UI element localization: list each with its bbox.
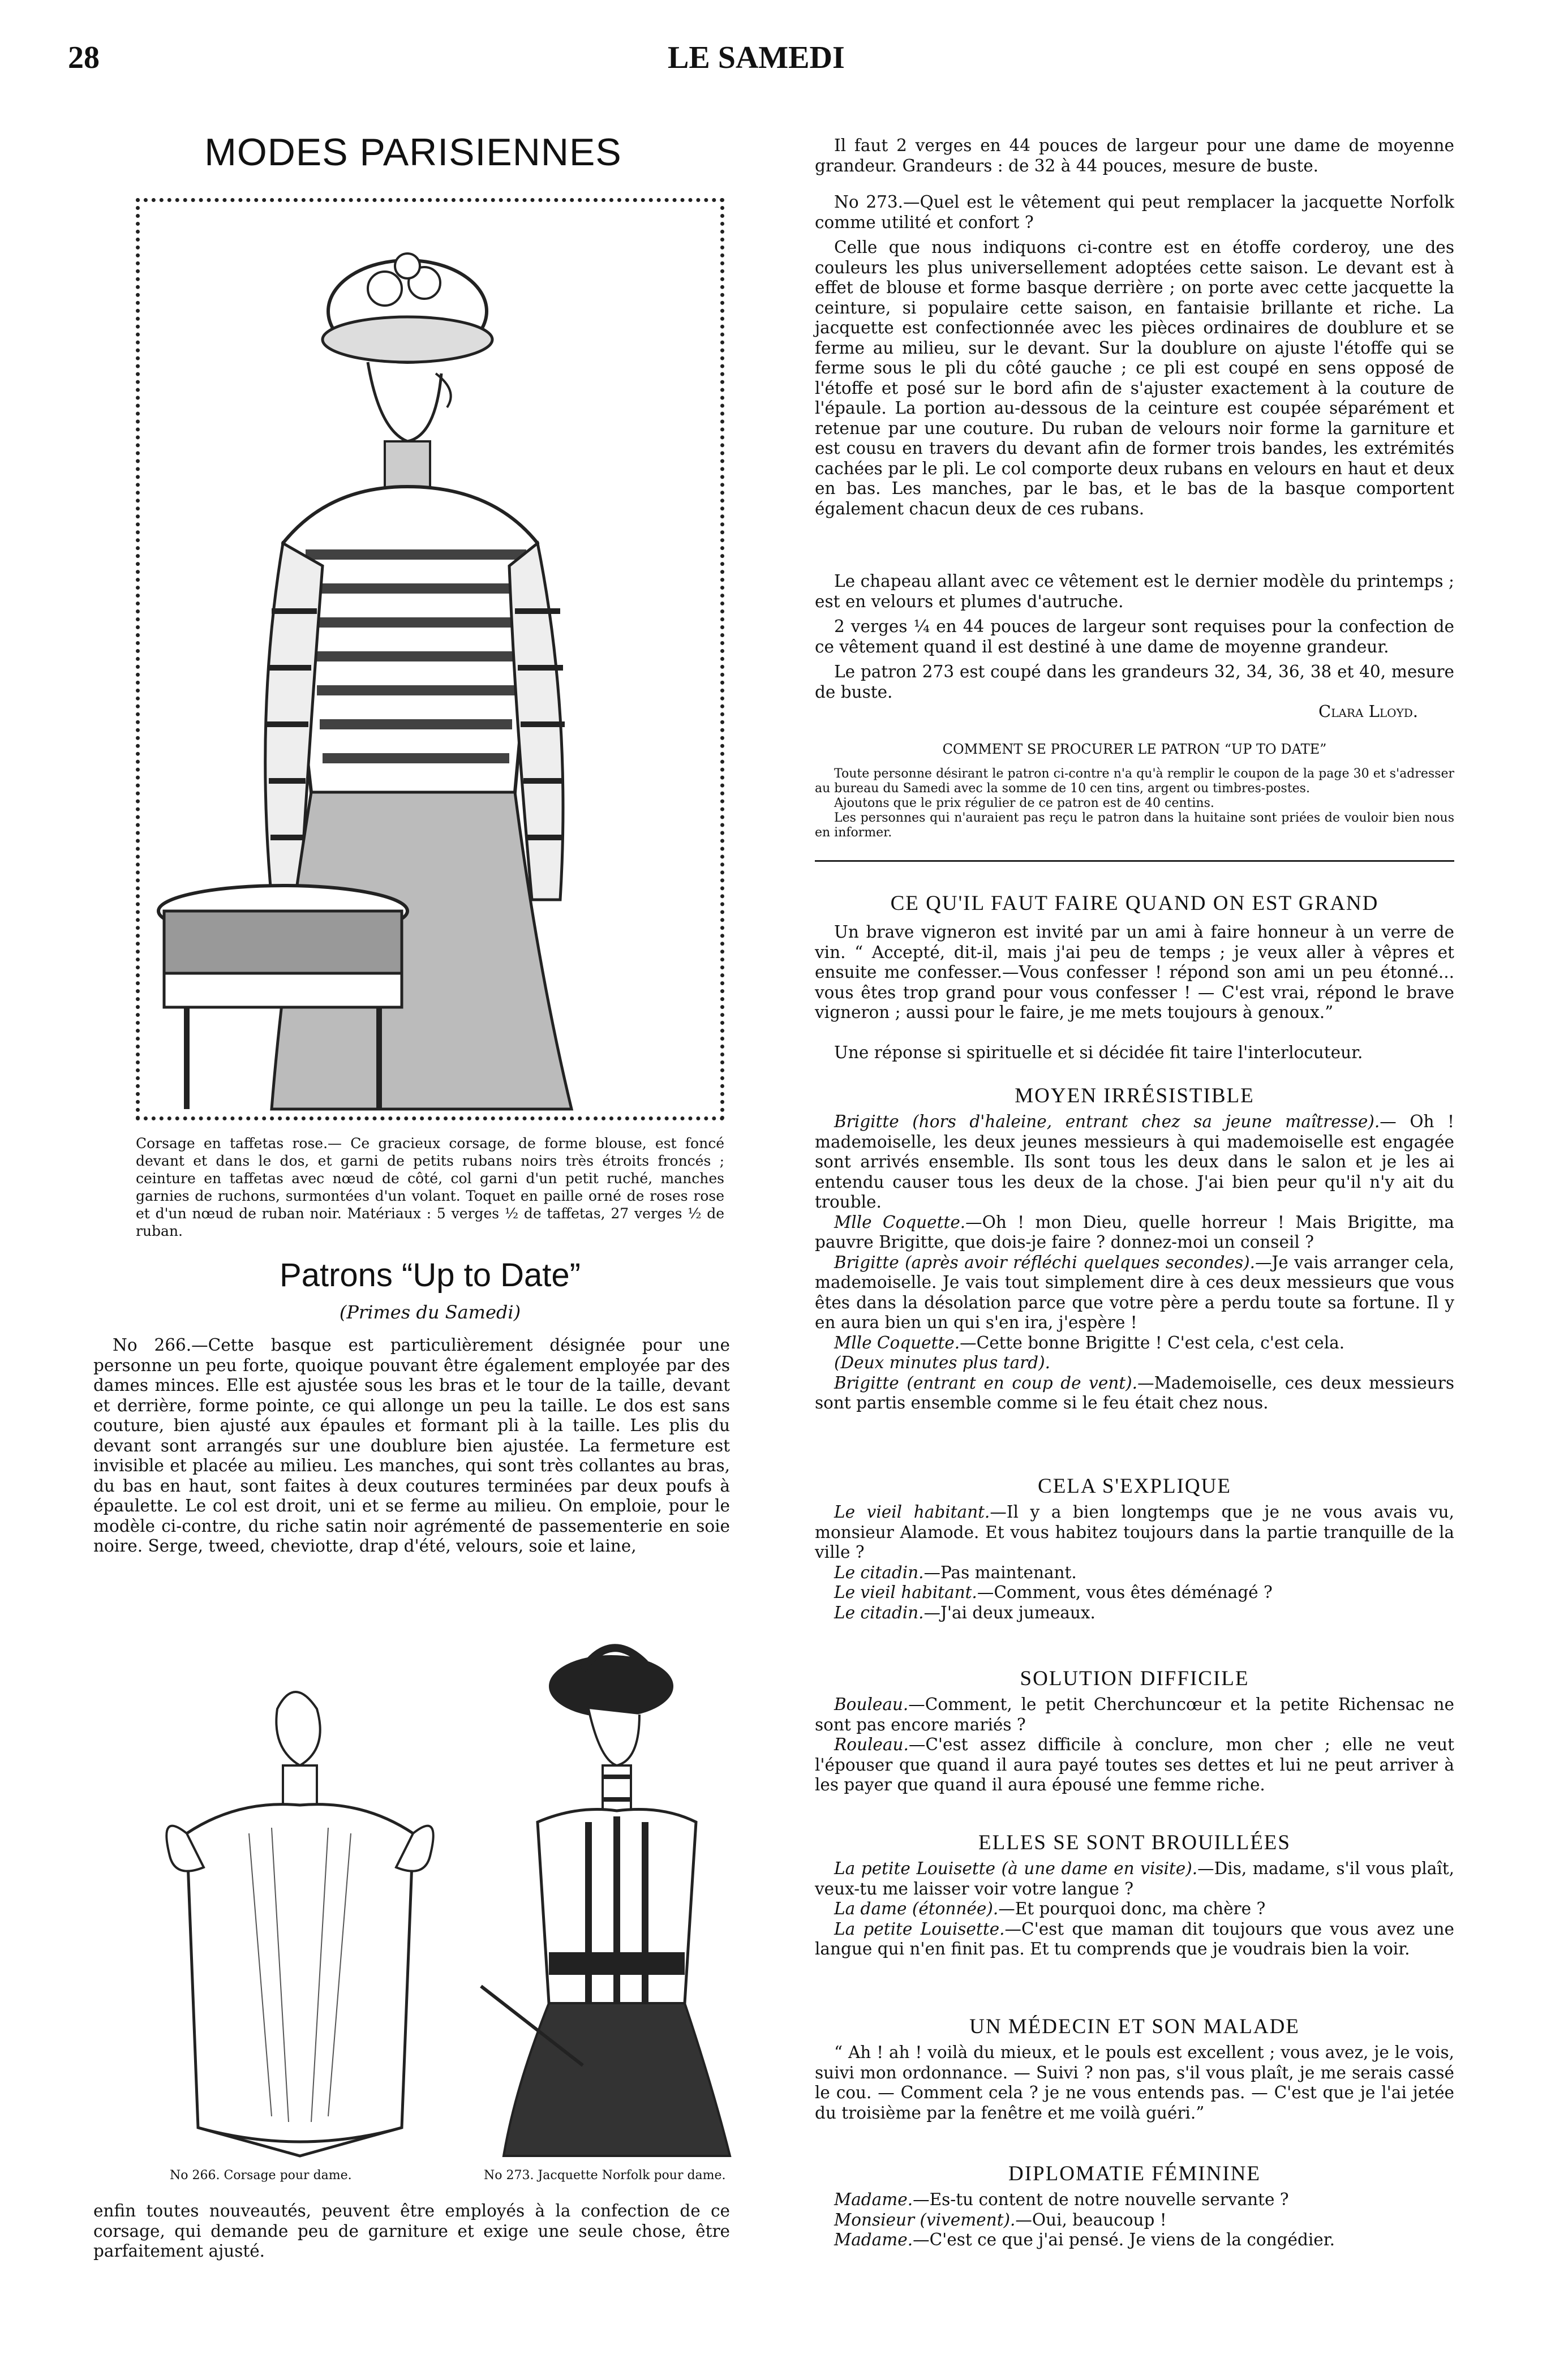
howto-text-2: Ajoutons que le prix régulier de ce patron est de 40 centins.: [834, 796, 1214, 810]
divider-line: [815, 860, 1454, 862]
pattern-273-question: No 273.—Quel est le vêtement qui peut remplacer la jacquette Norfolk comme utilité et confort ?: [815, 192, 1454, 232]
section-title-brouillees: ELLES SE SONT BROUILLÉES: [978, 1831, 1291, 1854]
figure-caption-corsage: Corsage en taffetas rose.— Ce gracieux corsage, de forme blouse, est foncé devant et dans le dos, et garni de petits rubans noirs très étroits froncés ; ceinture en taffetas avec nœud de côté, col garni d'un petit ruché, manches garnies de ruchons, surmontées d'un volant. Toquet en paille orné de roses rose et d'un nœud de ruban noir. Matériaux : 5 verges ½ de taffetas, 27 verges ½ de ruban.: [136, 1135, 724, 1239]
patrons-subtitle: (Primes du Samedi): [339, 1301, 521, 1323]
howto-title: COMMENT SE PROCURER LE PATRON “UP TO DATE”: [942, 741, 1327, 757]
dialogue-line: La petite Louisette (à une dame en visite).—Dis, madame, s'il vous plaît, veux-tu me laisser voir votre langue ?: [815, 1859, 1454, 1898]
howto-text-1: Toute personne désirant le patron ci-contre n'a qu'à remplir le coupon de la page 30 et s'adresser au bureau du Samedi avec la somme de 10 cen tins, argent ou timbres-postes.: [815, 767, 1454, 796]
dialogue-line: Monsieur (vivement).—Oui, beaucoup !: [834, 2210, 1167, 2229]
dialogue-line: Madame.—Es-tu content de notre nouvelle servante ?: [834, 2190, 1289, 2209]
section-title-grand: CE QU'IL FAUT FAIRE QUAND ON EST GRAND: [890, 892, 1379, 915]
dialogue-line: Mlle Coquette.—Cette bonne Brigitte ! C'est cela, c'est cela.: [834, 1333, 1345, 1352]
section-title-medecin: UN MÉDECIN ET SON MALADE: [969, 2015, 1300, 2038]
section-brouillees-body: [815, 1859, 1454, 1960]
dialogue-line: Mlle Coquette.—Oh ! mon Dieu, quelle horreur ! Mais Brigitte, ma pauvre Brigitte, que dois-je faire ? donnez-moi un conseil ?: [815, 1212, 1454, 1252]
pattern-sizes: Le patron 273 est coupé dans les grandeurs 32, 34, 36, 38 et 40, mesure de buste.: [815, 662, 1454, 702]
dialogue-line: Brigitte (hors d'haleine, entrant chez sa jeune maîtresse).— Oh ! mademoiselle, les deux jeunes messieurs à qui mademoiselle est engagée sont arrivés ensemble. Ils sont tous les deux dans le salon et je les ai entendu causer tous les deux de la chose. J'ai bien peur qu'il n'y ait du trouble.: [815, 1112, 1454, 1212]
dialogue-line: La petite Louisette.—C'est que maman dit toujours que vous avez une langue qui n'en finit pas. Et tu comprends que je voudrais bien la voir.: [815, 1919, 1454, 1958]
dialogue-line: Rouleau.—C'est assez difficile à conclure, mon cher ; elle ne veut l'épouser que quand il aura payé toutes ses dettes et lui ne peut arriver à les payer que quand il aura épousé une femme riche.: [815, 1735, 1454, 1794]
section-explique-body: [815, 1502, 1454, 1623]
right-intro-text: Il faut 2 verges en 44 pouces de largeur pour une dame de moyenne grandeur. Grandeurs : de 32 à 44 pouces, mesure de buste.: [815, 136, 1454, 175]
pattern-266-text: No 266.—Cette basque est particulièrement désignée pour une personne un peu forte, quoique pouvant être également employée par des dames minces. Elle est ajustée sous les bras et le tour de la taille, devant et derrière, forme pointe, ce qui allonge un peu la taille. Le dos est sans couture, bien ajusté aux épaules et formant pli à la taille. Les plis du devant sont arrangés sur une doublure bien ajustée. La fermeture est invisible et placée au milieu. Les manches, qui sont très collantes au bras, du bas en haut, sont faites à deux coutures terminées par deux poufs à épaulette. Le col est droit, uni et se ferme au milieu. On emploie, pour le modèle ci-contre, du riche satin noir agrémenté de passementerie en soie noire. Serge, tweed, cheviotte, drap d'été, velours, soie et laine,: [93, 1335, 730, 1556]
page-number: 28: [68, 40, 100, 75]
journal-title: LE SAMEDI: [668, 40, 845, 75]
figure-frame: [136, 198, 724, 1120]
section-title-modes: MODES PARISIENNES: [204, 131, 622, 174]
fashion-illustration-corsage: [141, 204, 719, 1115]
pattern-273-description: Celle que nous indiquons ci-contre est en étoffe corderoy, une des couleurs les plus universellement adoptées cette saison. Le devant est à effet de blouse et forme basque derrière ; on porte avec cette jacquette la ceinture, si populaire cette saison, en fantaisie brillante et riche. La jacquette est confectionnée avec les pièces ordinaires de doublure et se ferme au milieu, sur le devant. Sur la doublure on ajuste l'étoffe qui se ferme sous le pli du côté gauche ; ce pli est coupé en sens opposé de l'étoffe et posé sur le bord afin de s'ajuster exactement à la couture de l'épaule. La portion au-dessous de la ceinture est coupée séparément et retenue par une couture. Du ruban de velours noir forme la garniture et est cousu en travers du devant afin de former trois bandes, les extrémités cachées par le pli. Le col comporte deux rubans en velours en haut et deux en bas. Les manches, par le bas, et le bas de la basque comportent également chacun deux de ces rubans.: [815, 238, 1454, 518]
dialogue-line: La dame (étonnée).—Et pourquoi donc, ma chère ?: [834, 1899, 1266, 1918]
illustration-jacquette-273: [470, 1635, 764, 2162]
patrons-title: Patrons “Up to Date”: [280, 1257, 581, 1294]
fabric-requirement: 2 verges ¼ en 44 pouces de largeur sont requises pour la confection de ce vêtement quand il est destiné à une dame de moyenne grandeur.: [815, 617, 1454, 656]
dialogue-stage-direction: (Deux minutes plus tard).: [834, 1353, 1051, 1372]
section-solution-body: [815, 1695, 1454, 1795]
author-signature: Clara Lloyd.: [1318, 702, 1419, 721]
section-medecin-text: “ Ah ! ah ! voilà du mieux, et le pouls est excellent ; vous avez, je le vois, suivi mon ordonnance. — Suivi ? non pas, s'il vous plaît, je me serais cassé le cou. — Comment cela ? je ne vous entends pas. — C'est que je l'ai jetée du troisième par la fenêtre et me voilà guéri.”: [815, 2043, 1454, 2123]
dialogue-line: Le citadin.—J'ai deux jumeaux.: [834, 1603, 1096, 1622]
dialogue-line: Brigitte (après avoir réfléchi quelques secondes).—Je vais arranger cela, mademoiselle. Je vais tout simplement dire à ces deux messieurs que vous êtes dans la désolation parce que votre père a perdu toute sa fortune. Il y en aura bien un qui s'en ira, j'espère !: [815, 1252, 1454, 1332]
section-grand-text-1: Un brave vigneron est invité par un ami à faire honneur à un verre de vin. “ Accepté, dit-il, mais j'ai peu de temps ; je veux aller à vêpres et ensuite me confesser.—Vous confesser ! répond son ami un peu étonné... vous êtes trop grand pour vous confesser ! — C'est vrai, répond le brave vigneron ; aussi pour le faire, je me mets toujours à genoux.”: [815, 922, 1454, 1022]
dialogue-line: Brigitte (entrant en coup de vent).—Mademoiselle, ces deux messieurs sont partis ensemble comme si le feu était chez nous.: [815, 1373, 1455, 1412]
section-title-diplomatie: DIPLOMATIE FÉMININE: [1008, 2162, 1261, 2185]
section-title-explique: CELA S'EXPLIQUE: [1038, 1475, 1231, 1498]
section-grand-text-2: Une réponse si spirituelle et si décidée fit taire l'interlocuteur.: [834, 1043, 1363, 1062]
section-diplomatie-body: [815, 2190, 1454, 2250]
figure-caption-266: No 266. Corsage pour dame.: [170, 2168, 352, 2183]
section-title-moyen: MOYEN IRRÉSISTIBLE: [1015, 1084, 1255, 1107]
section-title-solution: SOLUTION DIFFICILE: [1020, 1667, 1249, 1690]
hat-description: Le chapeau allant avec ce vêtement est le dernier modèle du printemps ; est en velours et plumes d'autruche.: [815, 572, 1454, 611]
dialogue-line: Le vieil habitant.—Comment, vous êtes déménagé ?: [834, 1583, 1273, 1602]
pattern-266-text-end: enfin toutes nouveautés, peuvent être employés à la confection de ce corsage, qui demande peu de garniture et exige une seule chose, être parfaitement ajusté.: [93, 2201, 730, 2261]
illustration-corsage-266: [136, 1664, 453, 2162]
dialogue-line: Madame.—C'est ce que j'ai pensé. Je viens de la congédier.: [834, 2230, 1335, 2249]
dialogue-line: Bouleau.—Comment, le petit Cherchuncœur et la petite Richensac ne sont pas encore mariés ?: [815, 1695, 1454, 1734]
dialogue-line: Le citadin.—Pas maintenant.: [834, 1562, 1077, 1582]
howto-text-3: Les personnes qui n'auraient pas reçu le patron dans la huitaine sont priées de vouloir bien nous en informer.: [815, 811, 1454, 840]
figure-caption-273: No 273. Jacquette Norfolk pour dame.: [484, 2168, 726, 2183]
section-moyen-body: [815, 1112, 1454, 1414]
dialogue-line: Le vieil habitant.—Il y a bien longtemps que je ne vous avais vu, monsieur Alamode. Et vous habitez toujours dans la partie tranquille de la ville ?: [815, 1502, 1455, 1562]
